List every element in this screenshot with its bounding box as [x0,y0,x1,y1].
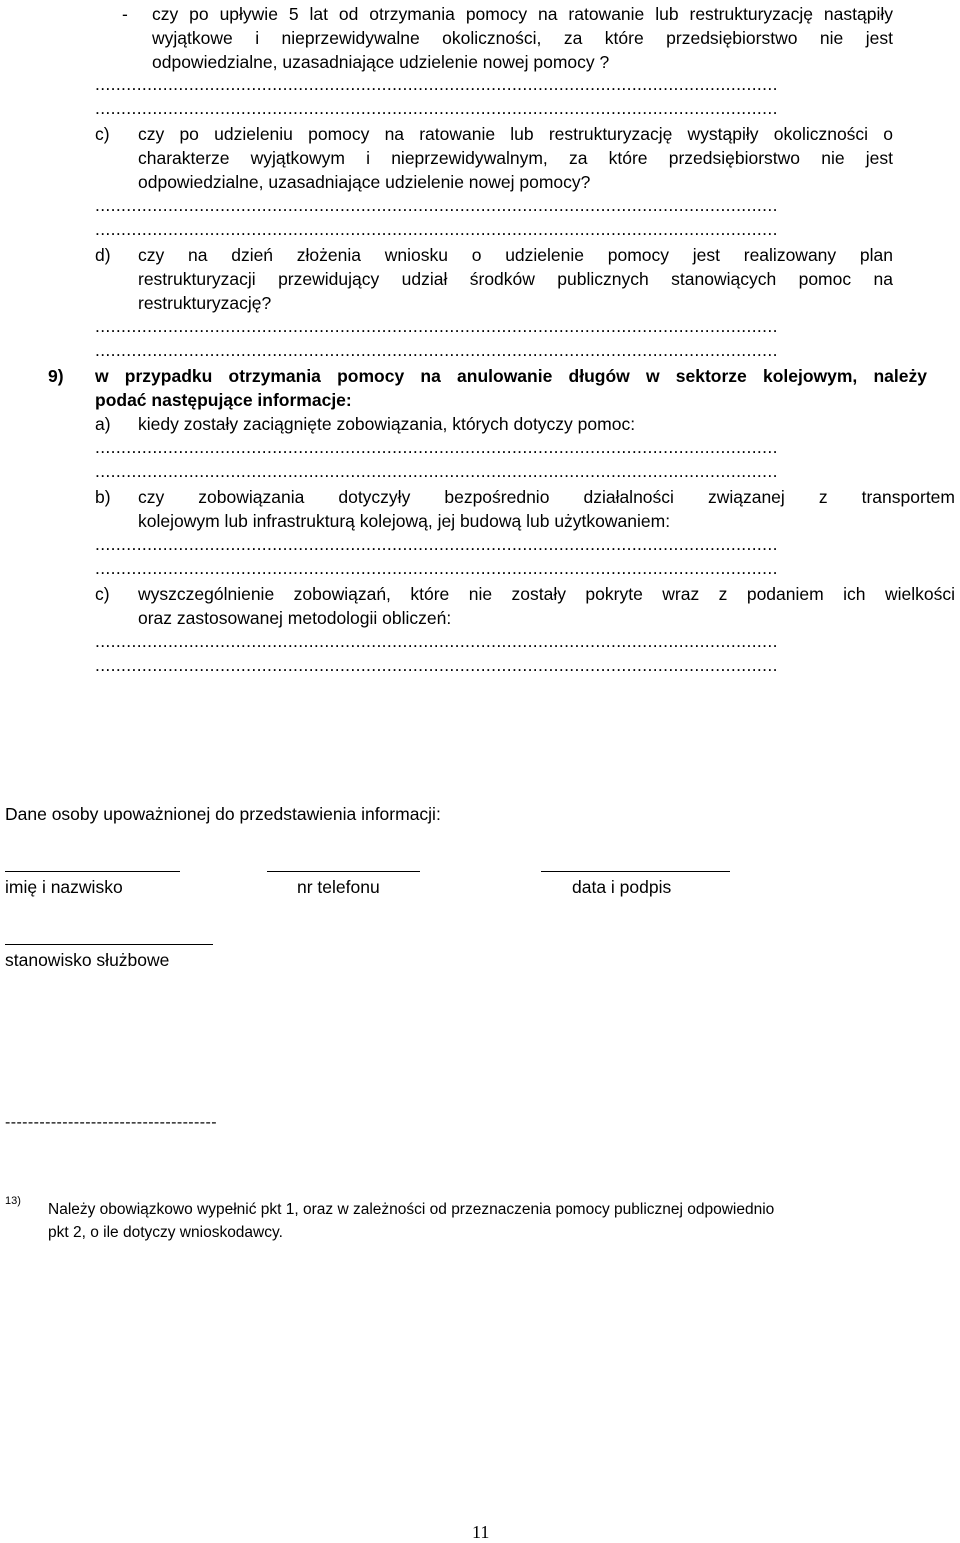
item-d-line-2: restrukturyzacji przewidujący udział środków publicznych stanowiących pomoc na [138,269,893,289]
item-c-dots-1: ................................................................................................................................... [95,195,778,215]
section-9-b-line-2: kolejowym lub infrastrukturą kolejową, jej budową lub użytkowaniem: [138,511,671,531]
footnote-marker: 13) [5,1195,21,1207]
item-c-marker: c) [95,124,110,144]
section-9-c-line-2: oraz zastosowanej metodologii obliczeń: [138,608,452,628]
section-9-b-dots-2: ................................................................................................................................... [95,558,778,578]
dash-item-line-1: czy po upływie 5 lat od otrzymania pomocy na ratowanie lub restrukturyzację nastąpiły [152,4,893,24]
section-9-b-dots-1: ................................................................................................................................... [95,534,778,554]
position-label: stanowisko służbowe [5,950,170,970]
name-label: imię i nazwisko [5,877,123,897]
footnote-line-2: pkt 2, o ile dotyczy wnioskodawcy. [48,1224,283,1241]
phone-signature-line [267,871,420,872]
section-9-c-dots-1: ................................................................................................................................... [95,631,778,651]
item-d-dots-1: ................................................................................................................................... [95,316,778,336]
item-c-line-2: charakterze wyjątkowym i nieprzewidywalnym, za które przedsiębiorstwo nie jest [138,148,893,168]
dash-item-line-3: odpowiedzialne, uzasadniające udzielenie nowej pomocy ? [152,52,610,72]
section-9-a-line-1: kiedy zostały zaciągnięte zobowiązania, których dotyczy pomoc: [138,414,636,434]
section-9-a-marker: a) [95,414,111,434]
dash-item-line-2: wyjątkowe i nieprzewidywalne okoliczności, za które przedsiębiorstwo nie jest [152,28,893,48]
item-d-dots-2: ................................................................................................................................... [95,340,778,360]
section-9-c-marker: c) [95,584,110,604]
footnote-separator: ------------------------------------- [5,1114,217,1131]
position-signature-line [5,944,213,945]
dash-marker: - [122,4,128,24]
phone-label: nr telefonu [297,877,380,897]
name-signature-line [5,871,180,872]
item-d-line-1: czy na dzień złożenia wniosku o udzielenie pomocy jest realizowany plan [138,245,893,265]
signature-heading: Dane osoby upoważnionej do przedstawienia informacji: [5,804,441,824]
section-9-b-line-1: czy zobowiązania dotyczyły bezpośrednio działalności związanej z transportem [138,487,955,507]
section-9-number: 9) [48,366,64,386]
section-9-a-dots-1: ................................................................................................................................... [95,437,778,457]
section-9-b-marker: b) [95,487,111,507]
page-number: 11 [472,1522,490,1542]
section-9-a-dots-2: ................................................................................................................................... [95,461,778,481]
item-c-line-1: czy po udzieleniu pomocy na ratowanie lub restrukturyzację wystąpiły okoliczności o [138,124,893,144]
item-c-dots-2: ................................................................................................................................... [95,219,778,239]
item-c-line-3: odpowiedzialne, uzasadniające udzielenie nowej pomocy? [138,172,591,192]
date-signature-line [541,871,730,872]
section-9-c-dots-2: ................................................................................................................................... [95,655,778,675]
section-9-heading-line-2: podać następujące informacje: [95,390,352,410]
section-9-heading-line-1: w przypadku otrzymania pomocy na anulowanie długów w sektorze kolejowym, należy [95,366,927,386]
item-d-line-3: restrukturyzację? [138,293,272,313]
section-9-c-line-1: wyszczególnienie zobowiązań, które nie zostały pokryte wraz z podaniem ich wielkości [138,584,955,604]
item-d-marker: d) [95,245,111,265]
dash-item-dots-1: ................................................................................................................................... [95,74,778,94]
dash-item-dots-2: ................................................................................................................................... [95,98,778,118]
date-label: data i podpis [572,877,672,897]
footnote-line-1: Należy obowiązkowo wypełnić pkt 1, oraz w zależności od przeznaczenia pomocy publicznej odpowiednio [48,1201,775,1218]
